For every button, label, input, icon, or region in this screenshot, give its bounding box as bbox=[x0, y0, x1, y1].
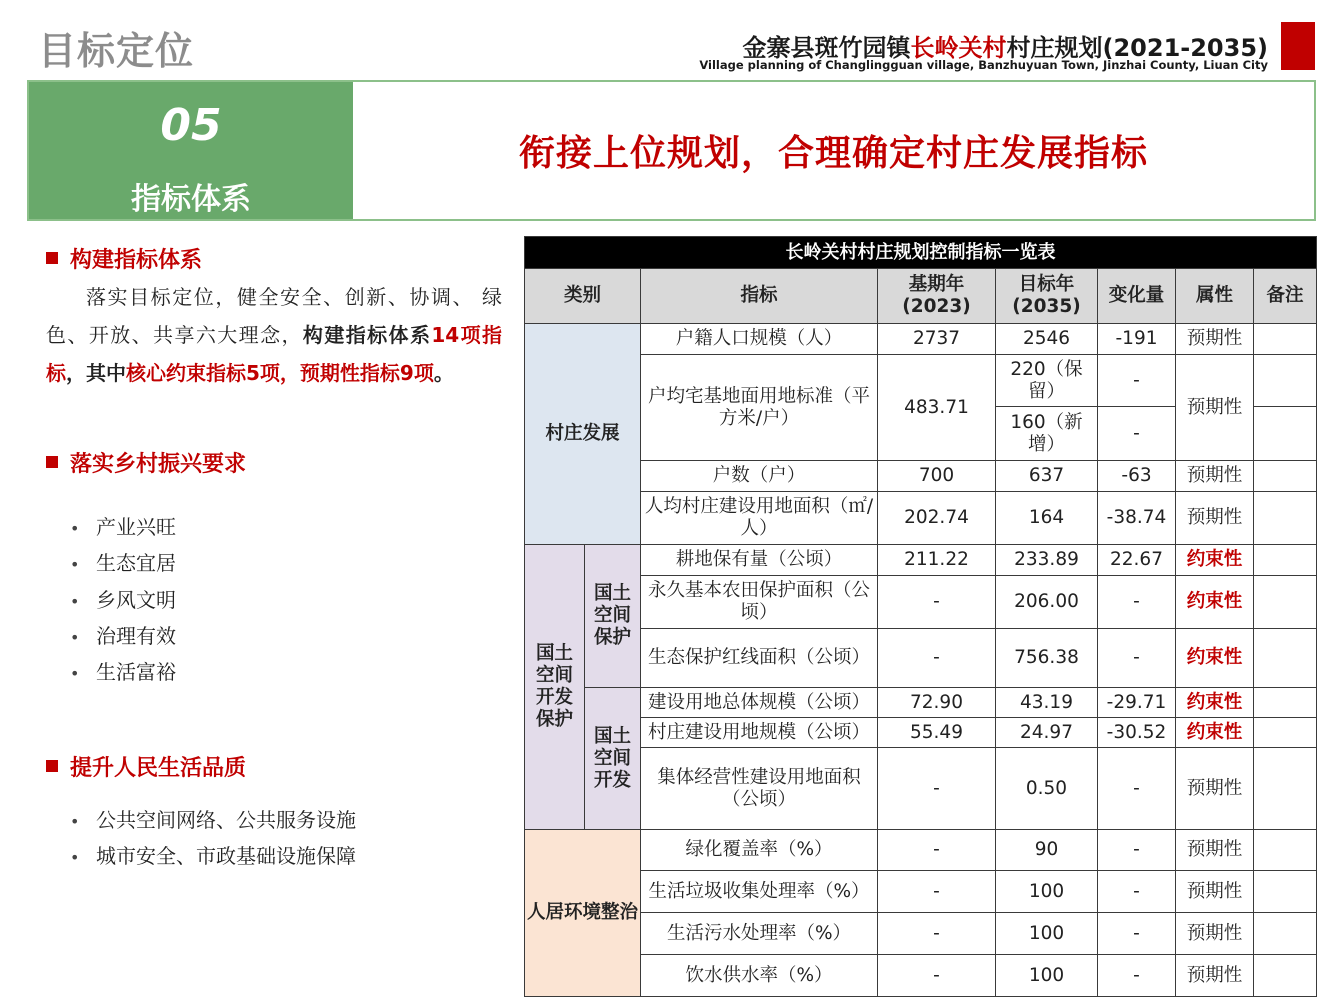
section-heading-index-system bbox=[46, 243, 202, 274]
change-value: -30.52 bbox=[1098, 718, 1176, 748]
remark-cell bbox=[1254, 688, 1317, 718]
remark-cell bbox=[1254, 324, 1317, 355]
header-base-year: 基期年(2023) bbox=[878, 269, 996, 324]
banner-number: 05 bbox=[160, 100, 222, 151]
change-value: -38.74 bbox=[1098, 492, 1176, 545]
base-value: 55.49 bbox=[878, 718, 996, 748]
list-item bbox=[70, 838, 356, 874]
base-value: 483.71 bbox=[878, 355, 996, 461]
banner-label: 指标体系 bbox=[131, 182, 251, 217]
target-value: 164 bbox=[996, 492, 1098, 545]
list-item bbox=[70, 509, 176, 545]
remark-cell bbox=[1254, 830, 1317, 871]
change-value: - bbox=[1098, 913, 1176, 955]
attribute-value: 预期性 bbox=[1176, 324, 1254, 355]
para-bold-text: ，其中 bbox=[66, 361, 126, 385]
base-value: 202.74 bbox=[878, 492, 996, 545]
index-system-paragraph bbox=[46, 278, 502, 392]
target-value: 100 bbox=[996, 913, 1098, 955]
table-row bbox=[525, 871, 1317, 913]
remark-cell bbox=[1254, 545, 1317, 576]
remark-cell bbox=[1254, 718, 1317, 748]
header-category: 类别 bbox=[525, 269, 641, 324]
subgroup-land-development: 国土空间开发 bbox=[585, 688, 641, 830]
target-value: 637 bbox=[996, 461, 1098, 492]
section-heading-rural-revitalization bbox=[46, 447, 246, 478]
list-item-text: 城市安全、市政基础设施保障 bbox=[96, 844, 356, 869]
indicator-name: 生活污水处理率（%） bbox=[641, 913, 878, 955]
attribute-value: 约束性 bbox=[1176, 718, 1254, 748]
table-row bbox=[525, 629, 1317, 688]
table-row bbox=[525, 576, 1317, 629]
remark-cell bbox=[1254, 955, 1317, 997]
list-item-text: 生态宜居 bbox=[96, 551, 176, 576]
change-value: - bbox=[1098, 355, 1176, 407]
header-target-year: 目标年(2035) bbox=[996, 269, 1098, 324]
change-value: - bbox=[1098, 576, 1176, 629]
change-value: - bbox=[1098, 871, 1176, 913]
bullet-dot-icon: • bbox=[70, 664, 80, 684]
base-value: 72.90 bbox=[878, 688, 996, 718]
attribute-value: 预期性 bbox=[1176, 492, 1254, 545]
red-square-bullet-icon bbox=[46, 456, 58, 468]
indicator-name: 户数（户） bbox=[641, 461, 878, 492]
attribute-value: 预期性 bbox=[1176, 871, 1254, 913]
change-value: - bbox=[1098, 955, 1176, 997]
target-value: 100 bbox=[996, 955, 1098, 997]
table-caption: 长岭关村村庄规划控制指标一览表 bbox=[525, 237, 1317, 269]
target-value: 100 bbox=[996, 871, 1098, 913]
target-value: 90 bbox=[996, 830, 1098, 871]
change-value: - bbox=[1098, 748, 1176, 830]
indicator-name: 生活垃圾收集处理率（%） bbox=[641, 871, 878, 913]
group-living-environment: 人居环境整治 bbox=[525, 830, 641, 997]
subgroup-land-protection: 国土空间保护 bbox=[585, 545, 641, 688]
table-header-row bbox=[525, 269, 1317, 324]
para-bold-text: 。 bbox=[433, 361, 454, 385]
list-item-text: 生活富裕 bbox=[96, 660, 176, 685]
change-value: -29.71 bbox=[1098, 688, 1176, 718]
attribute-value: 预期性 bbox=[1176, 913, 1254, 955]
para-highlight-breakdown: 核心约束指标5项，预期性指标9项 bbox=[126, 361, 434, 385]
table-row bbox=[525, 748, 1317, 830]
project-title-prefix: 金寨县斑竹园镇 bbox=[742, 34, 911, 62]
list-item bbox=[70, 802, 356, 838]
target-value: 756.38 bbox=[996, 629, 1098, 688]
banner-badge bbox=[29, 82, 353, 219]
list-item-text: 乡风文明 bbox=[96, 587, 176, 612]
list-item bbox=[70, 582, 176, 618]
brand-red-block bbox=[1281, 22, 1315, 70]
bullet-dot-icon: • bbox=[70, 848, 80, 868]
remark-cell bbox=[1254, 629, 1317, 688]
bullet-dot-icon: • bbox=[70, 812, 80, 831]
attribute-value: 约束性 bbox=[1176, 688, 1254, 718]
list-item bbox=[70, 545, 176, 581]
list-item-text: 公共空间网络、公共服务设施 bbox=[96, 808, 356, 832]
attribute-value: 预期性 bbox=[1176, 955, 1254, 997]
change-value: -191 bbox=[1098, 324, 1176, 355]
remark-cell bbox=[1254, 576, 1317, 629]
para-bold-text: 构建指标体系 bbox=[302, 323, 432, 347]
table-row bbox=[525, 355, 1317, 407]
attribute-value: 约束性 bbox=[1176, 576, 1254, 629]
para-text: 落实目标定位，健全安全、创新、协调、 绿色、开放、共享六大理念， bbox=[46, 285, 502, 347]
table-row bbox=[525, 545, 1317, 576]
table-row bbox=[525, 718, 1317, 748]
change-value: - bbox=[1098, 830, 1176, 871]
target-value: 233.89 bbox=[996, 545, 1098, 576]
section-heading-text: 构建指标体系 bbox=[70, 248, 203, 273]
para-highlight-count: 14项指标 bbox=[46, 323, 503, 385]
project-subtitle: Village planning of Changlingguan village, Banzhuyuan Town, Jinzhai County, Liuan City bbox=[699, 58, 1268, 72]
indicator-name: 户籍人口规模（人） bbox=[641, 324, 878, 355]
base-value: - bbox=[878, 629, 996, 688]
rural-revitalization-list bbox=[70, 509, 176, 690]
attribute-value: 预期性 bbox=[1176, 355, 1254, 461]
header-change: 变化量 bbox=[1098, 269, 1176, 324]
target-value: 2546 bbox=[996, 324, 1098, 355]
base-value: 211.22 bbox=[878, 545, 996, 576]
remark-cell bbox=[1254, 492, 1317, 545]
base-value: - bbox=[878, 913, 996, 955]
project-title-suffix: 村庄规划(2021-2035) bbox=[1006, 34, 1268, 62]
target-value: 220（保留） bbox=[996, 355, 1098, 407]
indicator-name: 村庄建设用地规模（公顷） bbox=[641, 718, 878, 748]
remark-cell bbox=[1254, 913, 1317, 955]
table-row bbox=[525, 324, 1317, 355]
base-value: - bbox=[878, 576, 996, 629]
list-item-text: 治理有效 bbox=[96, 623, 176, 648]
header-remark: 备注 bbox=[1254, 269, 1317, 324]
base-value: - bbox=[878, 955, 996, 997]
list-item-text: 产业兴旺 bbox=[96, 515, 176, 539]
table-row bbox=[525, 492, 1317, 545]
change-value: 22.67 bbox=[1098, 545, 1176, 576]
section-heading-quality-of-life bbox=[46, 751, 246, 782]
table-caption-row bbox=[525, 237, 1317, 269]
red-square-bullet-icon bbox=[46, 252, 58, 264]
indicator-name: 永久基本农田保护面积（公顷） bbox=[641, 576, 878, 629]
remark-cell bbox=[1254, 355, 1317, 407]
target-value: 0.50 bbox=[996, 748, 1098, 830]
indicator-name: 户均宅基地面用地标准（平方米/户） bbox=[641, 355, 878, 461]
red-square-bullet-icon bbox=[46, 760, 58, 772]
bullet-dot-icon: • bbox=[70, 555, 80, 575]
attribute-value: 预期性 bbox=[1176, 461, 1254, 492]
change-value: - bbox=[1098, 629, 1176, 688]
list-item bbox=[70, 618, 176, 654]
attribute-value: 约束性 bbox=[1176, 545, 1254, 576]
indicator-name: 建设用地总体规模（公顷） bbox=[641, 688, 878, 718]
remark-cell bbox=[1254, 461, 1317, 492]
table-row bbox=[525, 461, 1317, 492]
group-village-development: 村庄发展 bbox=[525, 324, 641, 545]
change-value: - bbox=[1098, 407, 1176, 461]
banner-heading: 衔接上位规划，合理确定村庄发展指标 bbox=[518, 133, 1148, 174]
page-title: 目标定位 bbox=[38, 29, 195, 73]
remark-cell bbox=[1254, 748, 1317, 830]
base-value: 700 bbox=[878, 461, 996, 492]
target-value: 24.97 bbox=[996, 718, 1098, 748]
attribute-value: 约束性 bbox=[1176, 629, 1254, 688]
list-item bbox=[70, 654, 176, 690]
table-row bbox=[525, 913, 1317, 955]
project-title-highlight: 长岭关村 bbox=[910, 34, 1007, 62]
section-heading-text: 提升人民生活品质 bbox=[70, 756, 247, 781]
group-land-space: 国土空间开发保护 bbox=[525, 545, 585, 830]
table-row bbox=[525, 955, 1317, 997]
indicator-name: 饮水供水率（%） bbox=[641, 955, 878, 997]
table-row bbox=[525, 688, 1317, 718]
remark-cell bbox=[1254, 407, 1317, 461]
indicator-name: 绿化覆盖率（%） bbox=[641, 830, 878, 871]
indicator-name: 耕地保有量（公顷） bbox=[641, 545, 878, 576]
header-indicator: 指标 bbox=[641, 269, 878, 324]
target-value: 206.00 bbox=[996, 576, 1098, 629]
change-value: -63 bbox=[1098, 461, 1176, 492]
bullet-dot-icon: • bbox=[70, 627, 80, 647]
base-value: - bbox=[878, 830, 996, 871]
base-value: 2737 bbox=[878, 324, 996, 355]
base-value: - bbox=[878, 748, 996, 830]
attribute-value: 预期性 bbox=[1176, 748, 1254, 830]
bullet-dot-icon: • bbox=[70, 519, 80, 538]
quality-of-life-list bbox=[70, 802, 356, 875]
indicator-name: 人均村庄建设用地面积（㎡/人） bbox=[641, 492, 878, 545]
target-value: 43.19 bbox=[996, 688, 1098, 718]
indicator-name: 集体经营性建设用地面积（公顷） bbox=[641, 748, 878, 830]
target-value: 160（新增） bbox=[996, 407, 1098, 461]
banner-heading-area bbox=[353, 82, 1314, 219]
indicator-name: 生态保护红线面积（公顷） bbox=[641, 629, 878, 688]
bullet-dot-icon: • bbox=[70, 591, 80, 611]
header-attribute: 属性 bbox=[1176, 269, 1254, 324]
remark-cell bbox=[1254, 871, 1317, 913]
base-value: - bbox=[878, 871, 996, 913]
section-heading-text: 落实乡村振兴要求 bbox=[70, 452, 247, 477]
attribute-value: 预期性 bbox=[1176, 830, 1254, 871]
table-row bbox=[525, 830, 1317, 871]
indicator-table bbox=[524, 236, 1317, 997]
section-banner bbox=[27, 80, 1316, 221]
